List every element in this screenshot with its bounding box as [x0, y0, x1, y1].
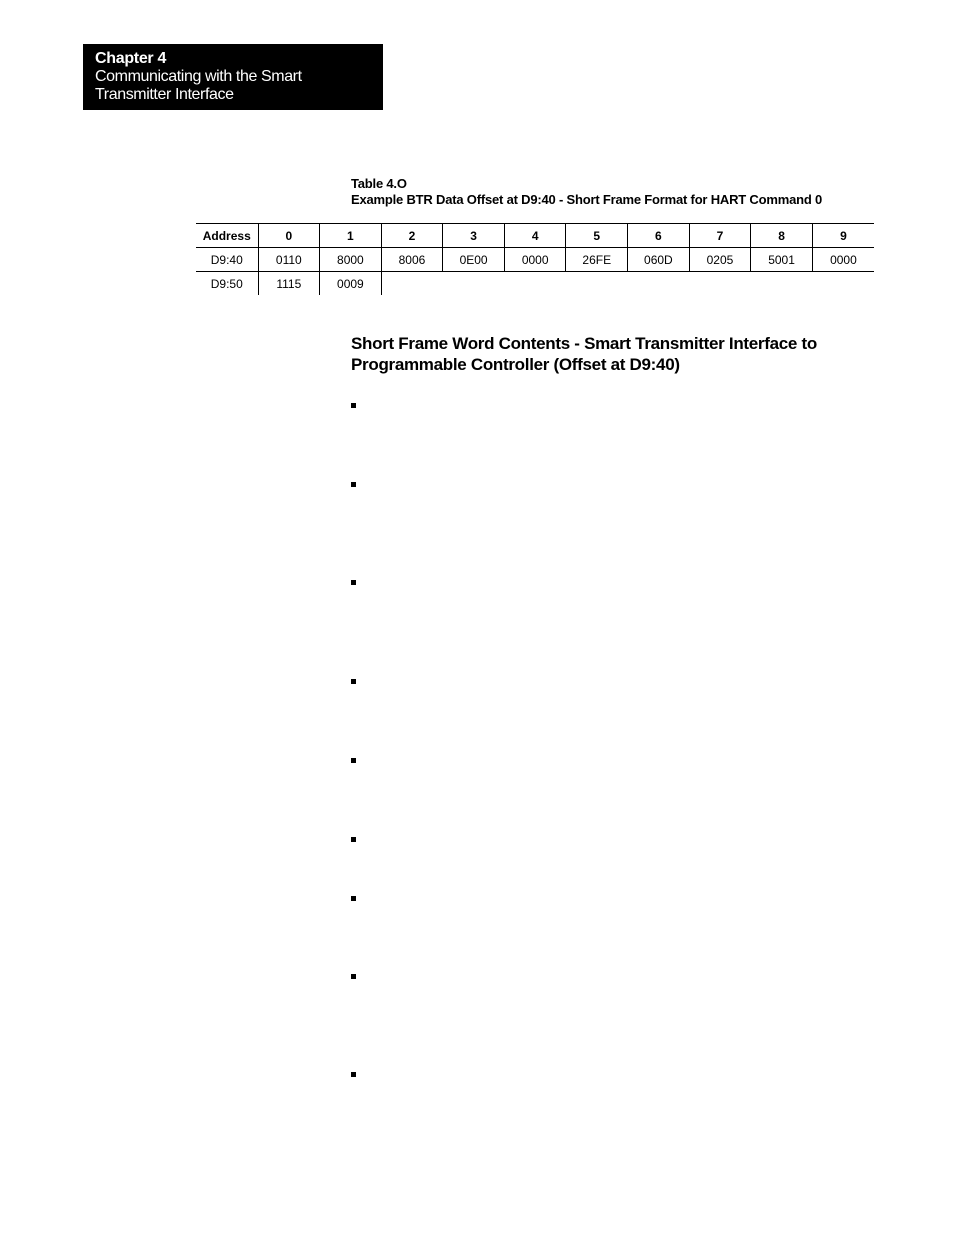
- empty-cell: [566, 272, 628, 296]
- table-row: [196, 248, 874, 272]
- bullet-marker: [351, 758, 356, 763]
- column-header: 0: [258, 224, 320, 248]
- chapter-title-line-2: Transmitter Interface: [95, 86, 234, 103]
- table-cell: 26FE: [566, 248, 628, 272]
- column-header: 3: [443, 224, 505, 248]
- table-cell: D9:40: [196, 248, 258, 272]
- section-heading-line-2: Programmable Controller (Offset at D9:40): [351, 355, 680, 374]
- bullet-marker: [351, 974, 356, 979]
- table-cell: 0009: [320, 272, 382, 296]
- empty-cell: [504, 272, 566, 296]
- column-header: 5: [566, 224, 628, 248]
- empty-cell: [628, 272, 690, 296]
- table-cell: 0000: [504, 248, 566, 272]
- section-heading: [351, 333, 821, 375]
- column-header: 9: [812, 224, 874, 248]
- table-cell: 0205: [689, 248, 751, 272]
- table-cell: 0000: [812, 248, 874, 272]
- table-title: Example BTR Data Offset at D9:40 - Short Frame Format for HART Command 0: [351, 192, 823, 207]
- chapter-title-line-1: Communicating with the Smart: [95, 68, 302, 85]
- column-header: 8: [751, 224, 813, 248]
- bullet-marker: [351, 896, 356, 901]
- table-row: [196, 272, 874, 296]
- bullet-marker: [351, 679, 356, 684]
- column-header: 4: [504, 224, 566, 248]
- table-cell: 0E00: [443, 248, 505, 272]
- table-cell: 8000: [320, 248, 382, 272]
- table-cell: 5001: [751, 248, 813, 272]
- table-cell: 0110: [258, 248, 320, 272]
- bullet-marker: [351, 1072, 356, 1077]
- column-header: 6: [628, 224, 690, 248]
- empty-cell: [443, 272, 505, 296]
- bullet-marker: [351, 580, 356, 585]
- column-header: 2: [381, 224, 443, 248]
- table-label: Table 4.O: [351, 176, 407, 191]
- chapter-header: [83, 44, 383, 110]
- table-cell: D9:50: [196, 272, 258, 296]
- empty-cell: [751, 272, 813, 296]
- empty-cell: [812, 272, 874, 296]
- table-cell: 1115: [258, 272, 320, 296]
- table-cell: 8006: [381, 248, 443, 272]
- bullet-marker: [351, 837, 356, 842]
- column-header: Address: [196, 224, 258, 248]
- column-header: 7: [689, 224, 751, 248]
- table-header-row: [196, 224, 874, 248]
- bullet-marker: [351, 482, 356, 487]
- section-heading-line-1: Short Frame Word Contents - Smart Transmitter Interface to: [351, 334, 817, 353]
- empty-cell: [689, 272, 751, 296]
- data-table: [196, 223, 874, 295]
- bullet-marker: [351, 403, 356, 408]
- column-header: 1: [320, 224, 382, 248]
- table-caption: [351, 176, 911, 208]
- chapter-number: Chapter 4: [95, 50, 167, 67]
- empty-cell: [381, 272, 443, 296]
- table-cell: 060D: [628, 248, 690, 272]
